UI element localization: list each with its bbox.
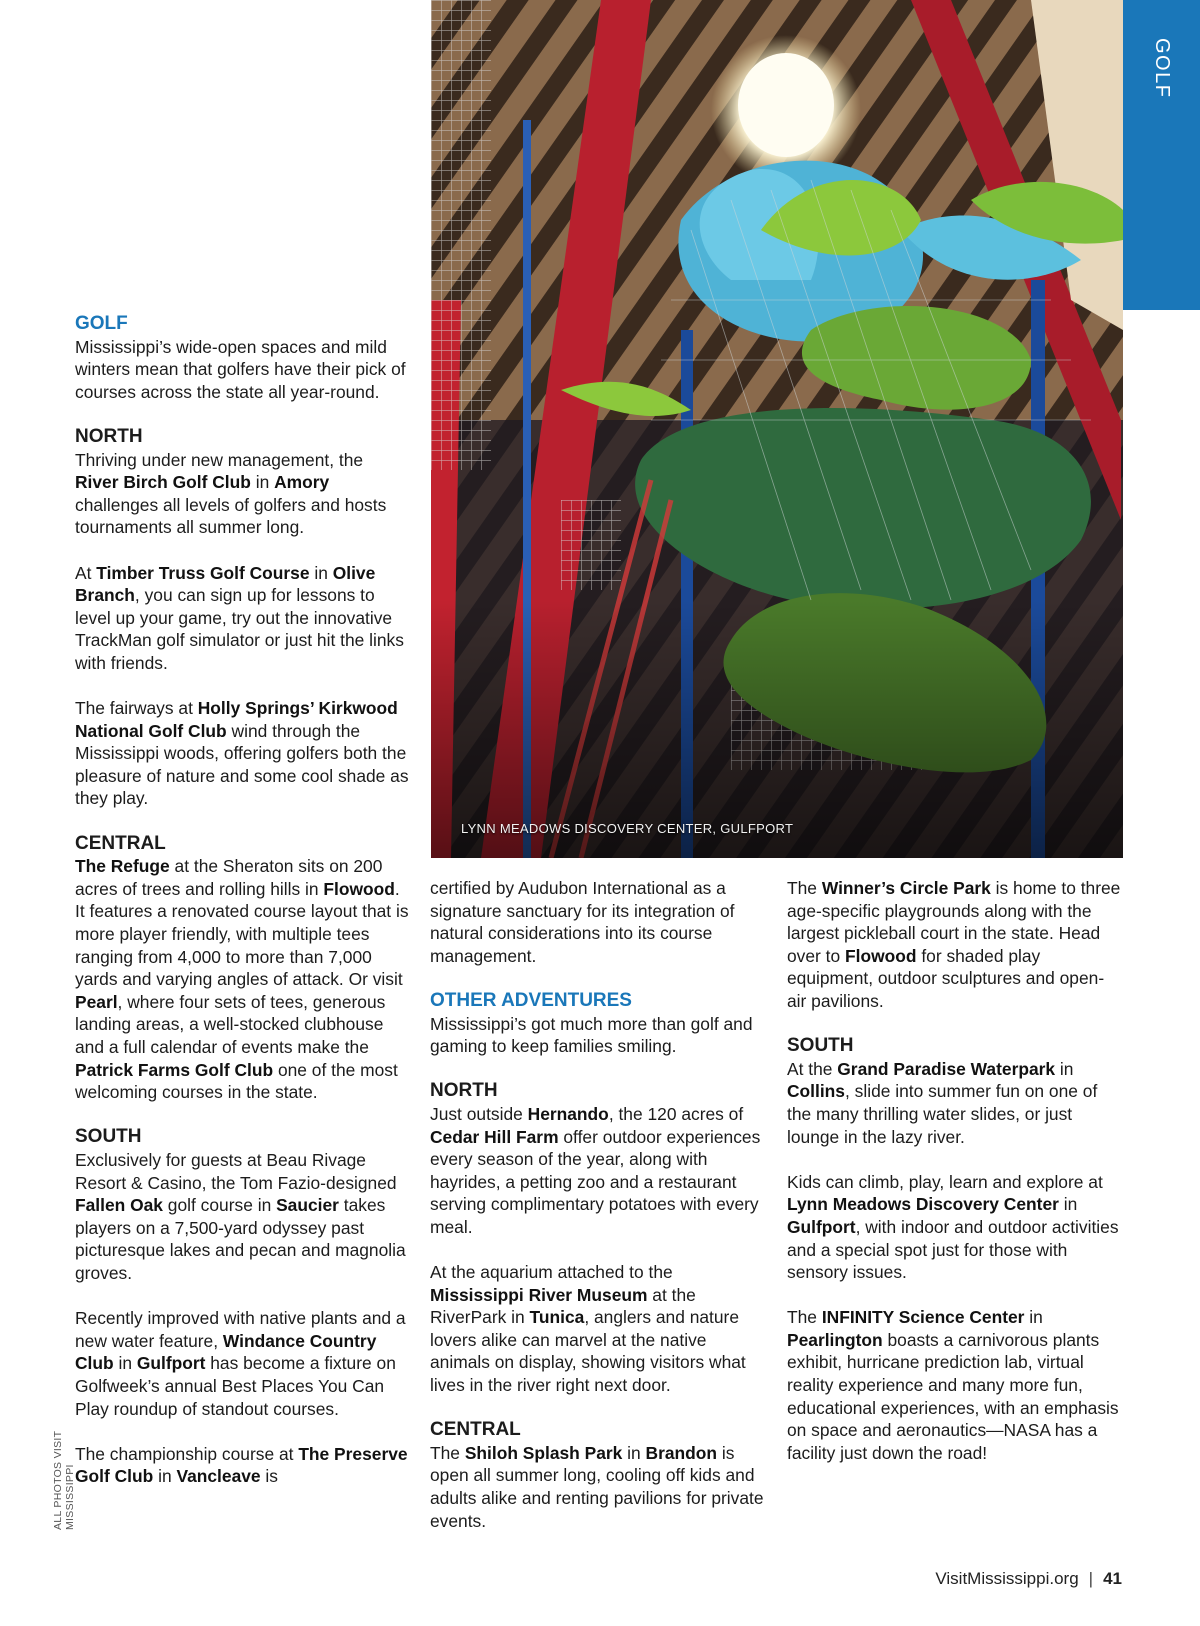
paragraph: Exclusively for guests at Beau Rivage Resort & Casino, the Tom Fazio-designed Fallen Oak golf course in Saucier takes players on a 7,500-yard odyssey past picturesque lakes and pecan and magnolia groves. xyxy=(75,1149,406,1283)
paragraph: At Timber Truss Golf Course in Olive Branch, you can sign up for lessons to level up your game, try out the innovative TrackMan golf simulator or just hit the links with friends. xyxy=(75,562,404,673)
website-link[interactable]: VisitMississippi.org xyxy=(935,1569,1079,1588)
golf-heading: GOLF xyxy=(75,313,128,334)
article-column-3 xyxy=(787,877,1122,1487)
paragraph: Just outside Hernando, the 120 acres of Cedar Hill Farm offer outdoor experiences every season of the year, along with hayrides, a petting zoo and a restaurant serving complimentary potatoes with every meal. xyxy=(430,1103,761,1237)
south-heading: SOUTH xyxy=(787,1035,854,1057)
article-column-2 xyxy=(430,877,765,1555)
article-column-1 xyxy=(75,313,410,1510)
paragraph: certified by Audubon International as a signature sanctuary for its integration of natural considerations into its course management. xyxy=(430,878,735,966)
climbing-structure-photo xyxy=(431,0,1123,858)
paragraph: The Refuge at the Sheraton sits on 200 acres of trees and rolling hills in Flowood. It features a renovated course layout that is more player friendly, with multiple tees ranging from 4,000 to more than 7,000 yards and varying angles of attack. Or visit Pearl, where four sets of tees, generous landing areas, a well-stocked clubhouse and a full calendar of events make the Patrick Farms Golf Club one of the most welcoming courses in the state. xyxy=(75,856,409,1103)
paragraph: At the aquarium attached to the Mississippi River Museum at the RiverPark in Tunica, anglers and nature lovers alike can marvel at the native animals on display, showing visitors what lives in the river right next door. xyxy=(430,1262,746,1396)
south-heading: SOUTH xyxy=(75,1126,142,1148)
page-footer xyxy=(935,1569,1122,1589)
feature-photo xyxy=(431,0,1123,858)
photo-credit: ALL PHOTOS VISIT MISSISSIPPI xyxy=(52,1430,76,1530)
paragraph: Recently improved with native plants and a new water feature, Windance Country Club in Gulfport has become a fixture on Golfweek’s annual Best Places You Can Play roundup of standout courses. xyxy=(75,1308,406,1419)
other-adventures-heading: OTHER ADVENTURES xyxy=(430,989,632,1011)
paragraph: At the Grand Paradise Waterpark in Collins, slide into summer fun on one of the many thrilling water slides, or just lounge in the lazy river. xyxy=(787,1058,1098,1147)
page-number: 41 xyxy=(1103,1569,1122,1588)
paragraph: The fairways at Holly Springs’ Kirkwood National Golf Club wind through the Mississippi woods, offering golfers both the pleasure of nature and some cool shade as they play. xyxy=(75,698,409,809)
photo-caption: LYNN MEADOWS DISCOVERY CENTER, GULFPORT xyxy=(461,821,794,836)
paragraph: The championship course at The Preserve Golf Club in Vancleave is xyxy=(75,1443,408,1487)
footer-separator: | xyxy=(1088,1569,1094,1588)
paragraph: The INFINITY Science Center in Pearlington boasts a carnivorous plants exhibit, hurricane prediction lab, virtual reality experience and many more fun, educational experiences, with an emphasis on space and aeronautics—NASA has a facility just down the road! xyxy=(787,1307,1119,1463)
paragraph: Thriving under new management, the River Birch Golf Club in Amory challenges all levels of golfers and hosts tournaments all summer long. xyxy=(75,449,387,538)
central-heading: CENTRAL xyxy=(430,1419,521,1441)
golf-intro: Mississippi’s wide-open spaces and mild winters mean that golfers have their pick of courses across the state all year-round. xyxy=(75,336,406,402)
paragraph: Kids can climb, play, learn and explore at Lynn Meadows Discovery Center in Gulfport, with indoor and outdoor activities and a special spot just for those with sensory issues. xyxy=(787,1171,1119,1283)
section-tab-label: GOLF xyxy=(1151,38,1173,99)
north-heading: NORTH xyxy=(75,425,143,447)
paragraph: The Winner’s Circle Park is home to three age-specific playgrounds along with the largest pickleball court in the state. Head over to Flowood for shaded play equipment, outdoor sculptures and open-air pavilions. xyxy=(787,878,1121,1011)
section-tab xyxy=(1123,0,1200,310)
north-heading: NORTH xyxy=(430,1080,498,1102)
other-adventures-intro: Mississippi’s got much more than golf and gaming to keep families smiling. xyxy=(430,1013,753,1057)
central-heading: CENTRAL xyxy=(75,832,166,854)
paragraph: The Shiloh Splash Park in Brandon is open all summer long, cooling off kids and adults alike and renting pavilions for private events. xyxy=(430,1442,764,1531)
